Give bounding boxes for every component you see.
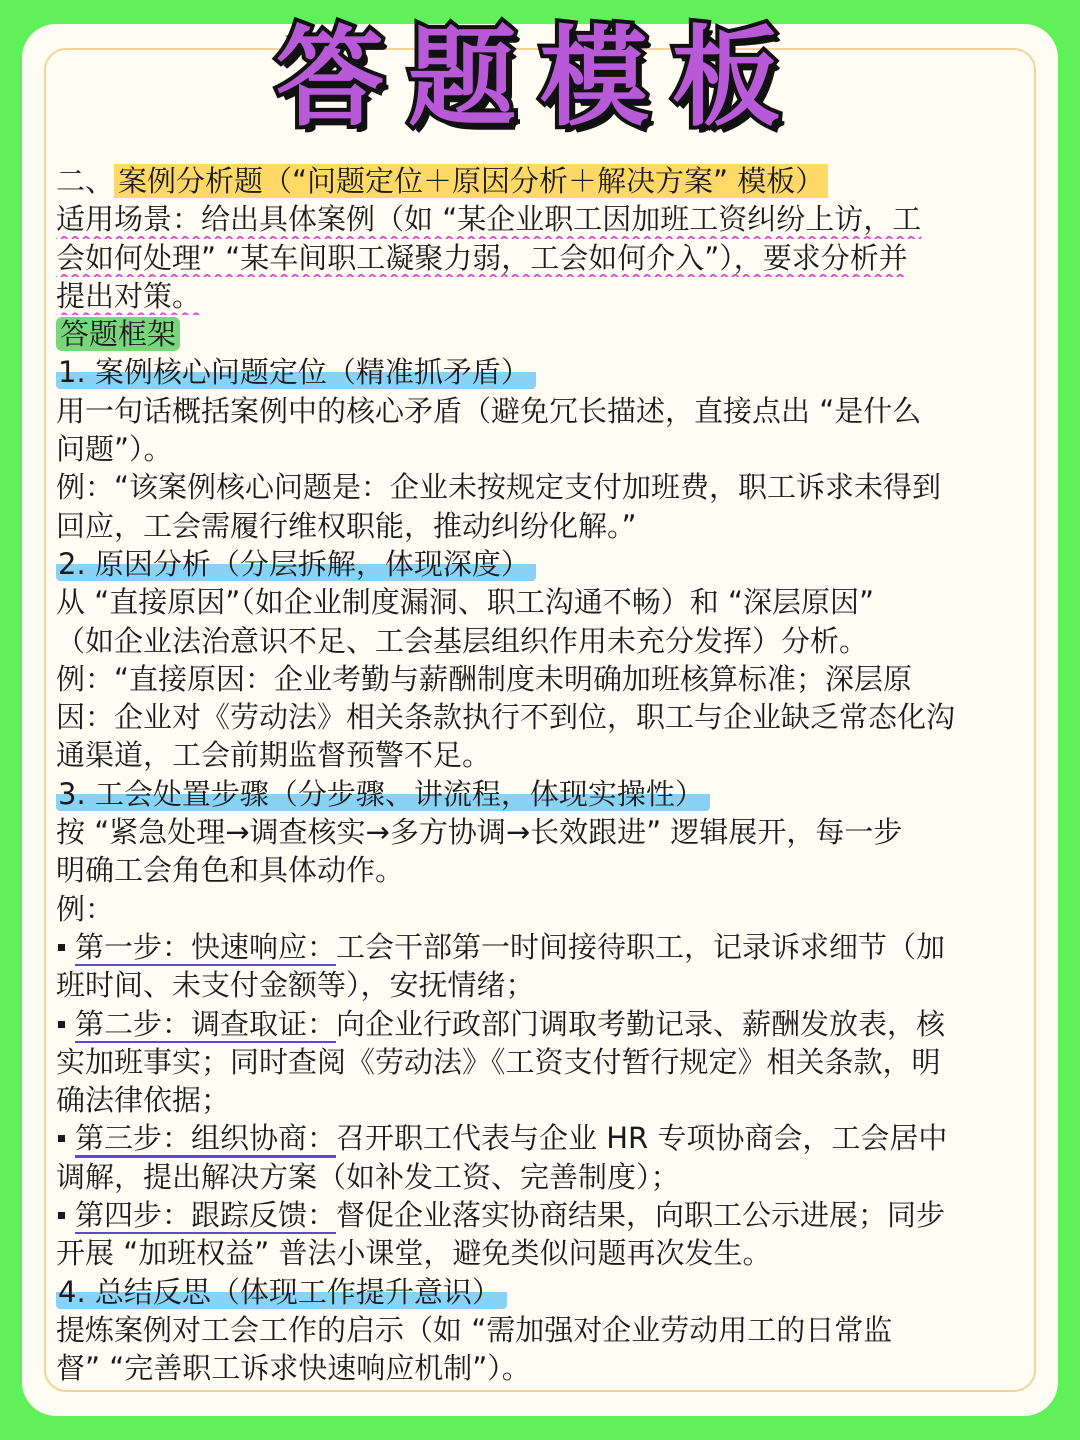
body-line: 例：“直接原因：企业考勤与薪酬制度未明确加班核算标准；深层原 (56, 661, 913, 696)
sub-step-line (56, 1119, 1048, 1157)
section-prefix: 二、 (56, 164, 115, 198)
sub-step-text: 工会干部第一时间接待职工，记录诉求细节（加 (336, 929, 946, 964)
section-heading-line (56, 162, 1048, 200)
sub-step-label: 第四步：跟踪反馈： (75, 1198, 336, 1234)
scene-text: 适用场景：给出具体案例（如 “某企业职工因加班工资纠纷上访，工 (56, 202, 922, 237)
body-line: 按 “紧急处理→调查核实→多方协调→长效跟进” 逻辑展开，每一步 (56, 815, 903, 850)
body-line: 通渠道，工会前期监督预警不足。 (56, 738, 492, 773)
step-heading-line (56, 353, 1048, 391)
framework-label-line (56, 315, 1048, 353)
body-line: 明确工会角色和具体动作。 (56, 853, 405, 888)
document-body (56, 162, 1048, 1388)
bullet-icon (58, 944, 65, 951)
scene-line (56, 239, 1048, 277)
body-line: 因：企业对《劳动法》相关条款执行不到位，职工与企业缺乏常态化沟 (56, 700, 956, 735)
bullet-icon (58, 1135, 65, 1142)
scene-line (56, 277, 1048, 315)
body-line: 调解，提出解决方案（如补发工资、完善制度）； (56, 1159, 680, 1194)
body-line: 回应，工会需履行维权职能，推动纠纷化解。” (56, 508, 637, 543)
section-heading: 案例分析题（“问题定位＋原因分析＋解决方案” 模板） (114, 164, 828, 198)
body-line: 实加班事实；同时查阅《劳动法》《工资支付暂行规定》相关条款，明 (56, 1044, 941, 1079)
sub-step-line (56, 928, 1048, 966)
sub-step-label: 第一步：快速响应： (75, 930, 336, 966)
sub-step-line (56, 1196, 1048, 1234)
body-line: 例：“该案例核心问题是：企业未按规定支付加班费，职工诉求未得到 (56, 470, 942, 505)
framework-label: 答题框架 (56, 317, 180, 351)
scene-line (56, 200, 1048, 238)
sub-step-text: 召开职工代表与企业 HR 专项协商会，工会居中 (336, 1121, 948, 1156)
sub-step-line (56, 1005, 1048, 1043)
bullet-icon (58, 1212, 65, 1219)
scene-text: 会如何处理” “某车间职工凝聚力弱，工会如何介入”），要求分析并 (56, 240, 908, 275)
body-line: 例： (56, 891, 115, 926)
body-line: （如企业法治意识不足、工会基层组织作用未充分发挥）分析。 (56, 623, 869, 658)
body-line: 确法律依据； (56, 1083, 231, 1118)
bullet-icon (58, 1021, 65, 1028)
scene-text: 提出对策。 (56, 278, 202, 313)
step-heading-line (56, 775, 1048, 813)
step-heading: 4. 总结反思（体现工作提升意识） (56, 1275, 507, 1309)
step-heading: 1. 案例核心问题定位（精准抓矛盾） (56, 355, 536, 389)
step-heading: 3. 工会处置步骤（分步骤、讲流程，体现实操性） (56, 777, 710, 811)
body-line: 班时间、未支付金额等），安抚情绪； (56, 968, 535, 1003)
sub-step-label: 第二步：调查取证： (75, 1007, 336, 1043)
step-heading-line (56, 545, 1048, 583)
body-line: 提炼案例对工会工作的启示（如 “需加强对企业劳动用工的日常监 (56, 1312, 893, 1347)
body-line: 问题”）。 (56, 432, 173, 467)
sub-step-text: 督促企业落实协商结果，向职工公示进展；同步 (336, 1198, 946, 1233)
body-line: 用一句话概括案例中的核心矛盾（避免冗长描述，直接点出 “是什么 (56, 393, 922, 428)
body-line: 开展 “加班权益” 普法小课堂，避免类似问题再次发生。 (56, 1236, 772, 1271)
sub-step-text: 向企业行政部门调取考勤记录、薪酬发放表，核 (336, 1006, 946, 1041)
step-heading: 2. 原因分析（分层拆解，体现深度） (56, 547, 536, 581)
body-line: 督” “完善职工诉求快速响应机制”）。 (56, 1351, 531, 1386)
body-line: 从 “直接原因”（如企业制度漏洞、职工沟通不畅）和 “深层原因” (56, 585, 875, 620)
step-heading-line (56, 1273, 1048, 1311)
sub-step-label: 第三步：组织协商： (75, 1121, 336, 1157)
page-title: 答题模板 (275, 16, 804, 141)
